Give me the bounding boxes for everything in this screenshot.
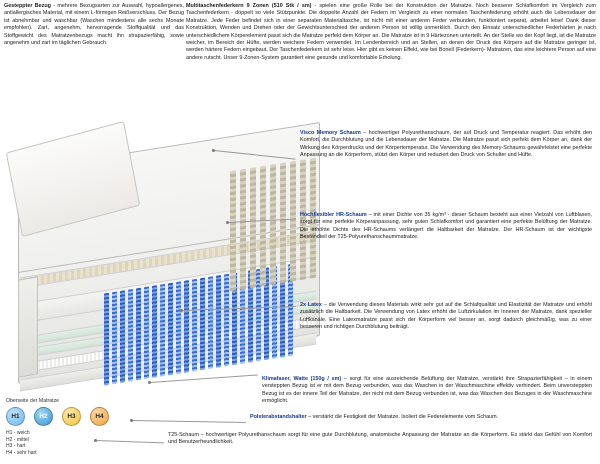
- callout-stabil-heading: Polsterabstandshalter: [250, 414, 307, 420]
- pocket-column: [290, 161, 296, 282]
- callout-visco-text: – hochwertiger Polyurethanschaum, der auf Druck und Temperatur reagiert. Das erhöht den Komfort, die Durchblutung und die Lebensdauer der Matratze. Die Matratze passt sich perfekt dem Körper an, dank der Wirkung des Körperdrucks und der Körpertemperatur. Die Verwendung des Memory-Schaums gewährleistet eine perfekte Anpassung an die Körperform, stützt den Körper und reduziert den Druck von Schulter und Hüfte.: [300, 130, 593, 158]
- spring-column: [184, 280, 189, 373]
- hardness-legend: [6, 398, 156, 426]
- pocket-column: [280, 162, 286, 283]
- hardness-key-h2: H2 - mittel: [6, 436, 29, 443]
- callout-climate-fibre: [262, 376, 592, 405]
- callout-hr-text: – mit einer Dichte von 35 kg/m³ - dieser Schaum besteht aus einer Vielzahl von Luftblasen, sorgt für eine perfekte Körperanpassung, sehr guten Schlafkomfort und garantiert eine perfekte Belüftung der Matratze. Die erhöhte Dichte des HR-Schaums verlängert die Haltbarkeit der Matratze. Der HR-Schaum ist der wichtigste Bestandteil der T25-Polyurethanschaummatratze.: [300, 212, 592, 240]
- spring-column: [176, 281, 181, 374]
- mattress-cutaway-illustration: [18, 128, 336, 398]
- pocket-column: [230, 170, 236, 291]
- hardness-key: [6, 430, 37, 456]
- leader-dot-visco: [212, 149, 215, 152]
- spring-column: [200, 278, 205, 371]
- hardness-ball-h2[interactable]: H2: [34, 407, 53, 426]
- spring-column: [152, 285, 157, 378]
- callout-latex-text: – die Verwendung dieses Materials wirkt sehr gut auf die Schlafqualität und Elastizität der Matratze und erhöht zusätzlich die Haltbarkeit. Die Verwendung von Latex erhöht die Luftzirkulation im Inneren der Matratze, dank spezieller Luftkanäle. Eine Latexmatratze passt sich der Körperform viel besser an, sorgt dadurch gleichmäßig, was zu einer besseren und richtigen Durchblutung beiträgt.: [300, 302, 592, 330]
- hardness-ball-row: [6, 407, 156, 426]
- callout-hr-heading: Hochflexibler HR-Schaum: [300, 212, 367, 218]
- cover-description-heading: Gesteppter Bezug: [4, 3, 51, 9]
- leader-dot-hr: [226, 221, 229, 224]
- leader-dot-wool: [148, 381, 151, 384]
- callout-t25-foam: [168, 432, 592, 446]
- callout-latex: [300, 302, 592, 331]
- spring-column: [160, 284, 165, 377]
- hardness-ball-h3[interactable]: H3: [62, 407, 81, 426]
- pocket-column: [240, 169, 246, 290]
- hardness-ball-h1[interactable]: H1: [6, 407, 25, 426]
- leader-line-t25: [96, 440, 164, 443]
- callout-hr-foam: [300, 212, 592, 241]
- spring-column: [144, 286, 149, 379]
- callout-visco-heading: Visco Memory Schaum: [300, 130, 361, 136]
- pocket-spring-description-heading: Multitaschenfederkern 9 Zonen (510 Stk / sm): [186, 3, 312, 9]
- spring-column: [136, 288, 141, 381]
- callout-stabil-text: – verstärkt die Festigkeit der Matratze. Isoliert die Federelemente vom Schaum.: [306, 414, 499, 420]
- spring-column: [168, 283, 173, 376]
- callout-visco-memory-foam: [300, 130, 592, 159]
- spring-column: [192, 279, 197, 372]
- leader-dot-t25: [94, 439, 97, 442]
- pocket-spring-description-text: - spielen eine große Rolle bei der Konstruktion der Matratze. Noch besserer Schlafkomfort im Vergleich zum Taschenfederkern - doppelt so viele Stützpunkte. Die doppelte Anzahl der Federn im Vergleich zu einer normalen Taschenfederung erhöht auch die Lebensdauer der Matratze. Jede Feder befindet sich in einer separaten Materialtasche, ist nicht mit einer anderen Feder verbunden, funktioniert separat, arbeitet leise! Dank dieser Konstruktion, Wenden und Drehen oder der Gewichtsunterschied der anderen Person ist völlig unmerklich. Durch den Einsatz unterschiedlicher Federhärten je nach unterschiedlichem Körperelement passt sich die Matratze perfekt dem Körper an. Die Matratze ist in 9 Härtezonen unterteilt. An der Stelle wo der Kopf liegt, ist die Matratze weicher, im Bereich der Hüfte, werden weichere Federn verwendet. Im Lendenbereich und an Stellen, an denen der Druck des Körpers auf die Matratze geringer ist, werden härtere Federn eingebaut. Der Taschenfederkern ist sehr leise. Hier gibt es keinen Effekt, wie bei Bonell (Federkern)- Matratzen, das eine leichtere Person auf eine andere rutscht. Unser 9-Zonen-System garantiert eine gesunde und komfortable Erholung.: [186, 3, 596, 61]
- callout-wool-text: – sorgt für eine ausreichende Belüftung der Matratze, verstärkt ihre Strapazierfähigkeit – in einem versteppten Bezug ist er mit dem Bezug verbunden, was das Waschen in der Waschmaschine effektiv verhindert. Beim unversteppten Bezug ist es der innere Teil der Matratze, der nicht mit dem Bezug verbunden ist, was das Waschen des Bezuges in der Waschmaschine ermöglicht.: [262, 376, 592, 404]
- mattress-side-panel: [18, 276, 38, 377]
- callout-spacer: [250, 414, 592, 421]
- leader-dot-latex: [180, 309, 183, 312]
- hardness-key-h1: H1 - weich: [6, 430, 30, 436]
- cover-description-text: - mehrere Bezugsarten zur Auswahl, hypoallergenes, antiallergisches Material, mit einem L-förmigen Reißverschluss. Der Bezug ist abnehmbar und waschbar (Waschen mindestens alle sechs Monate empfohlen). Zart, angenehm, hervorragende Stoffqualität und das Stoffgewicht des Matratzenbezugs macht ihn strapazierfähig, sowie angenehm und zart im täglichen Gebrauch.: [4, 3, 184, 47]
- spring-column: [128, 289, 133, 382]
- legend-title: Oberseite der Matratze: [6, 398, 60, 404]
- spring-column: [104, 293, 109, 386]
- callout-wool-heading: Klimafaser, Watte (150g / sm): [262, 376, 342, 382]
- hardness-key-h4: H4 - sehr hart: [6, 449, 37, 456]
- pocket-spring-description: [186, 3, 596, 62]
- pocket-column: [270, 164, 276, 285]
- spring-column: [112, 291, 117, 384]
- pocket-column: [250, 167, 256, 288]
- callout-latex-heading: 2x Latex: [300, 302, 322, 308]
- callout-t25-text: – hochwertiger Polyurethanschaum sorgt für eine gute Durchblutung, anatomische Anpassung der Matratze an die Körperform. Es stärkt das Gefühl von Komfort und Benutzerfreundlichkeit.: [168, 432, 592, 446]
- pocket-column: [260, 166, 266, 287]
- callout-t25-heading: T25-Schaum: [168, 432, 199, 438]
- spring-column: [224, 274, 229, 367]
- cover-description: [4, 3, 184, 47]
- hardness-ball-h4[interactable]: H4: [90, 407, 109, 426]
- hardness-key-h3: H3 - hart: [6, 443, 26, 450]
- spring-column: [208, 276, 213, 369]
- spring-column: [216, 275, 221, 368]
- spring-column: [120, 290, 125, 383]
